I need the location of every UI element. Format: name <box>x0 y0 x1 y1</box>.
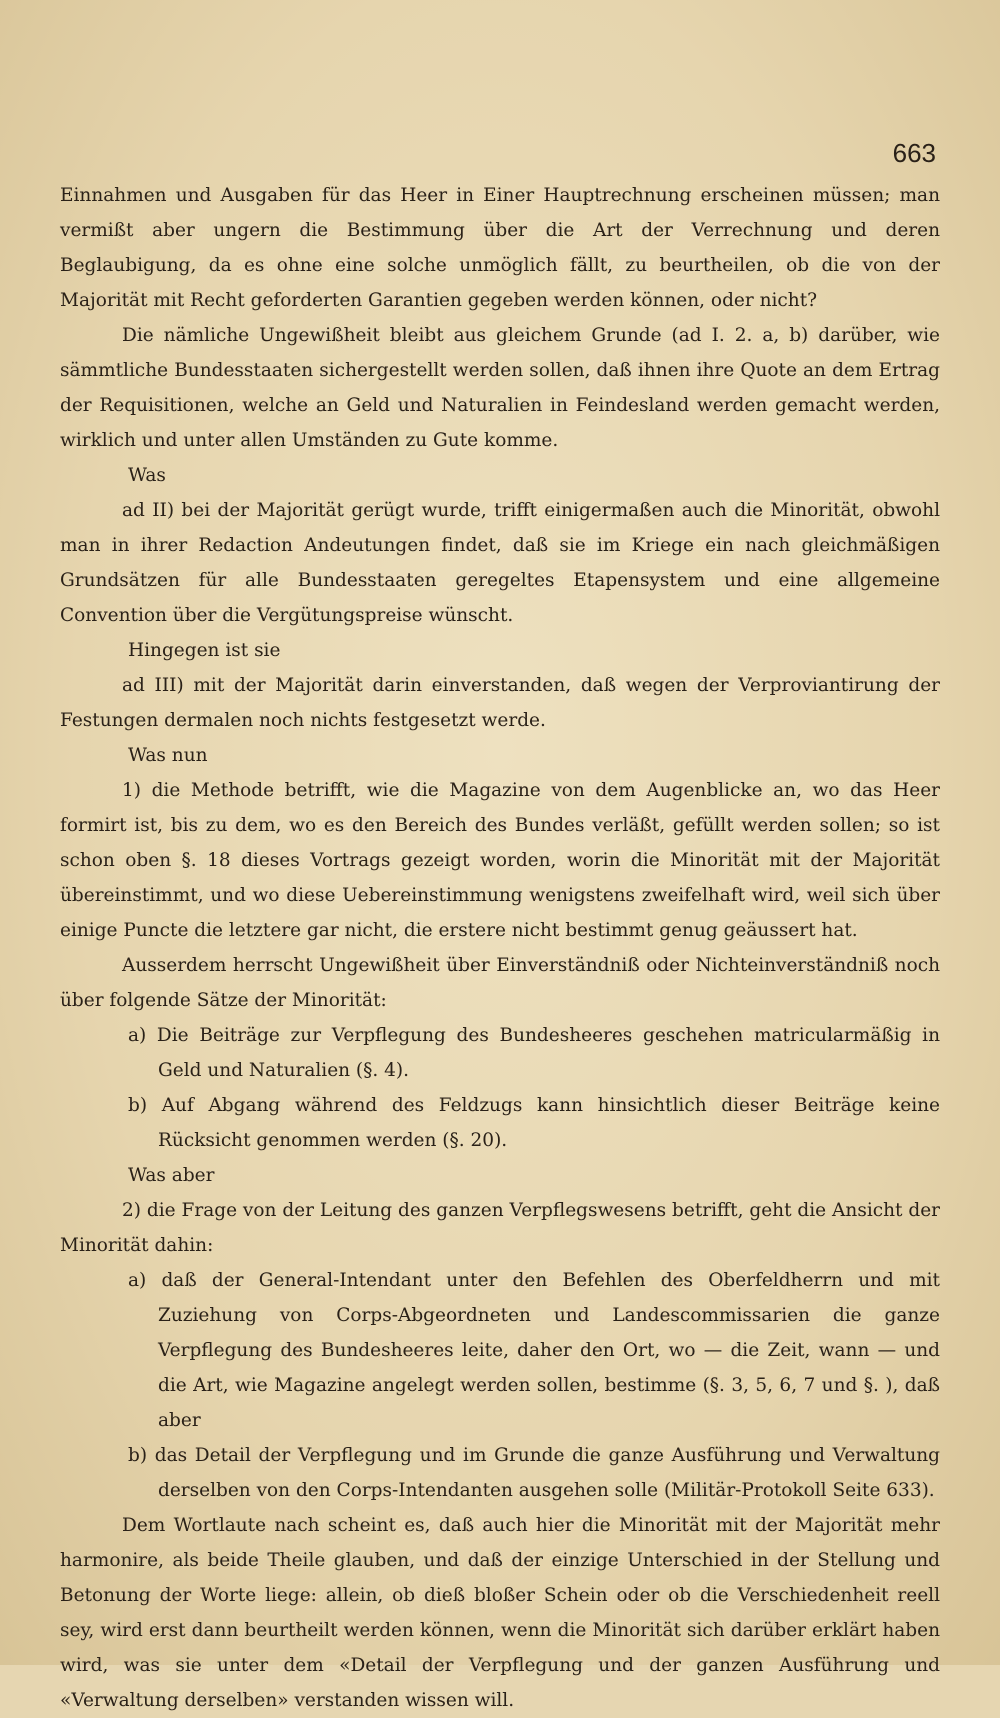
paragraph: 1) die Methode betrifft, wie die Magazine von dem Augenblicke an, wo das Heer formirt ist, bis zu dem, wo es den Bereich des Bundes verläßt, gefüllt werden sollen; so ist schon oben §. 18 dieses Vortrags gezeigt worden, worin die Minorität mit der Majorität übereinstimmt, und wo diese Uebereinstimmung wenigstens zweifelhaft wird, weil sich über einige Puncte die letztere gar nicht, die erstere nicht bestimmt genug geäussert hat. <box>60 780 940 941</box>
paragraph-lead: Was <box>128 465 166 486</box>
list-item: b) Auf Abgang während des Feldzugs kann hinsichtlich dieser Beiträge keine Rücksicht genommen werden (§. 20). <box>128 1095 940 1151</box>
paragraph: Die nämliche Ungewißheit bleibt aus gleichem Grunde (ad I. 2. a, b) darüber, wie sämmtliche Bundesstaaten sichergestellt werden sollen, daß ihnen ihre Quote an dem Ertrag der Requisitionen, welche an Geld und Naturalien in Feindesland werden gemacht werden, wirklich und unter allen Umständen zu Gute komme. <box>60 325 940 451</box>
paragraph: ad II) bei der Majorität gerügt wurde, trifft einigermaßen auch die Minorität, obwohl man in ihrer Redaction Andeutungen findet, daß sie im Kriege ein nach gleichmäßigen Grundsätzen für alle Bundesstaaten geregeltes Etapensystem und eine allgemeine Convention über die Vergütungspreise wünscht. <box>60 500 940 626</box>
paragraph-lead: Was nun <box>128 745 208 766</box>
paragraph-lead: Was aber <box>128 1165 215 1186</box>
paragraph: Einnahmen und Ausgaben für das Heer in Einer Hauptrechnung erscheinen müssen; man vermißt aber ungern die Bestimmung über die Art der Verrechnung und deren Beglaubigung, da es ohne eine solche unmöglich fällt, zu beurtheilen, ob die von der Majorität mit Recht geforderten Garantien gegeben werden können, oder nicht? <box>60 185 940 311</box>
list-item: a) Die Beiträge zur Verpflegung des Bundesheeres geschehen matricularmäßig in Geld und Naturalien (§. 4). <box>128 1025 940 1081</box>
paragraph: Dem Wortlaute nach scheint es, daß auch hier die Minorität mit der Majorität mehr harmonire, als beide Theile glauben, und daß der einzige Unterschied in der Stellung und Betonung der Worte liege: allein, ob dieß bloßer Schein oder ob die Verschiedenheit reell sey, wird erst dann beurtheilt werden können, wenn die Minorität sich darüber erklärt haben wird, was sie unter dem «Detail der Verpflegung und der ganzen Ausführung und «Verwaltung derselben» verstanden wissen will. <box>60 1515 940 1711</box>
page-number: 663 <box>892 138 936 168</box>
list-item: b) das Detail der Verpflegung und im Grunde die ganze Ausführung und Verwaltung derselben von den Corps-Intendanten ausgehen solle (Militär-Protokoll Seite 633). <box>128 1445 940 1501</box>
list-item: a) daß der General-Intendant unter den Befehlen des Oberfeldherrn und mit Zuziehung von Corps-Abgeordneten und Landescommissarien die ganze Verpflegung des Bundesheeres leite, daher den Ort, wo — die Zeit, wann — und die Art, wie Magazine angelegt werden sollen, bestimme (§. 3, 5, 6, 7 und §. ), daß aber <box>128 1270 940 1431</box>
paragraph: ad III) mit der Majorität darin einverstanden, daß wegen der Verproviantirung der Festungen dermalen noch nichts festgesetzt werde. <box>60 675 940 731</box>
paragraph: 2) die Frage von der Leitung des ganzen Verpflegswesens betrifft, geht die Ansicht der Minorität dahin: <box>60 1200 940 1256</box>
paragraph: Ausserdem herrscht Ungewißheit über Einverständniß oder Nichteinverständniß noch über folgende Sätze der Minorität: <box>60 955 940 1011</box>
paragraph-lead: Hingegen ist sie <box>128 640 281 661</box>
body-text <box>60 178 940 1718</box>
